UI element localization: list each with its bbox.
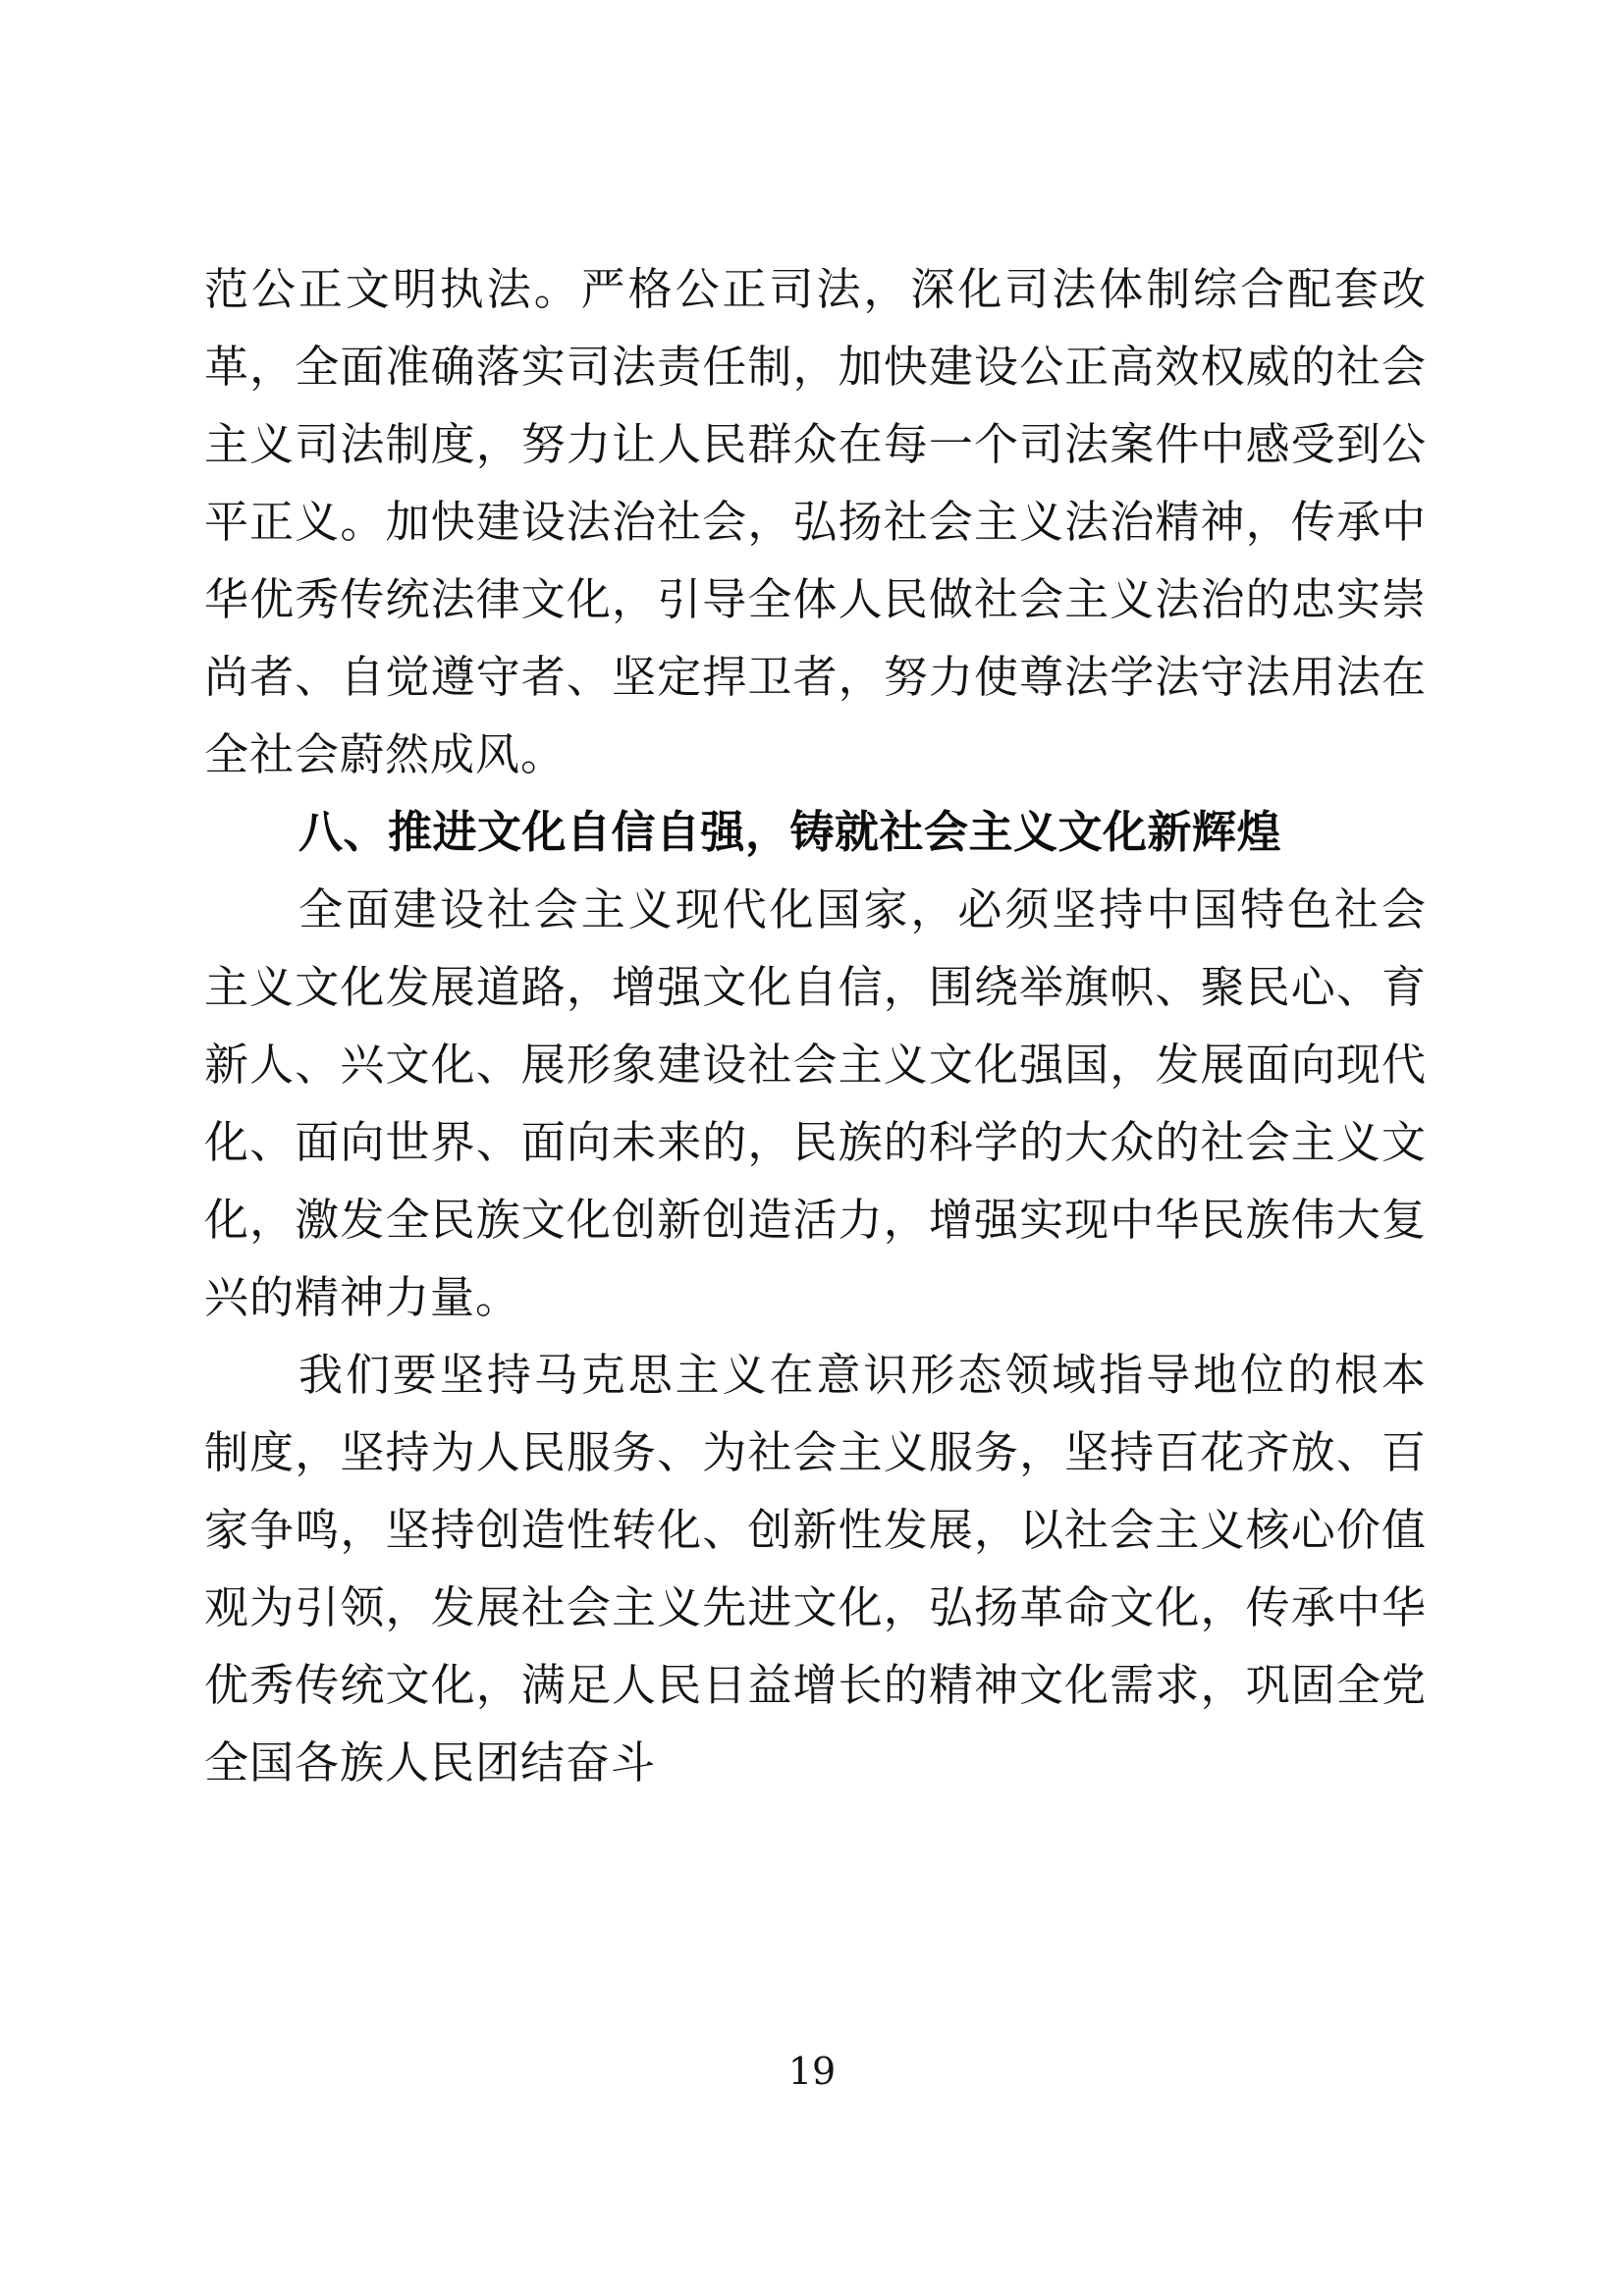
paragraph-continuation: 范公正文明执法。严格公正司法，深化司法体制综合配套改革，全面准确落实司法责任制，加快建设公正高效权威的社会主义司法制度，努力让人民群众在每一个司法案件中感受到公平正义。加快建设法治社会，弘扬社会主义法治精神，传承中华优秀传统法律文化，引导全体人民做社会主义法治的忠实崇尚者、自觉遵守者、坚定捍卫者，努力使尊法学法守法用法在全社会蔚然成风。 (204, 263, 1427, 780)
paragraph-marxism-ideology: 我们要坚持马克思主义在意识形态领域指导地位的根本制度，坚持为人民服务、为社会主义服务，坚持百花齐放、百家争鸣，坚持创造性转化、创新性发展，以社会主义核心价值观为引领，发展社会主义先进文化，弘扬革命文化，传承中华优秀传统文化，满足人民日益增长的精神文化需求，巩固全党全国各族人民团结奋斗 (204, 1349, 1427, 1789)
section-heading-eight: 八、推进文化自信自强，铸就社会主义文化新辉煌 (298, 806, 1282, 858)
paragraph-culture-path: 全面建设社会主义现代化国家，必须坚持中国特色社会主义文化发展道路，增强文化自信，围绕举旗帜、聚民心、育新人、兴文化、展形象建设社会主义文化强国，发展面向现代化、面向世界、面向未来的，民族的科学的大众的社会主义文化，激发全民族文化创新创造活力，增强实现中华民族伟大复兴的精神力量。 (204, 883, 1427, 1323)
page-number: 19 (787, 2050, 837, 2093)
page-body (204, 250, 1427, 1801)
